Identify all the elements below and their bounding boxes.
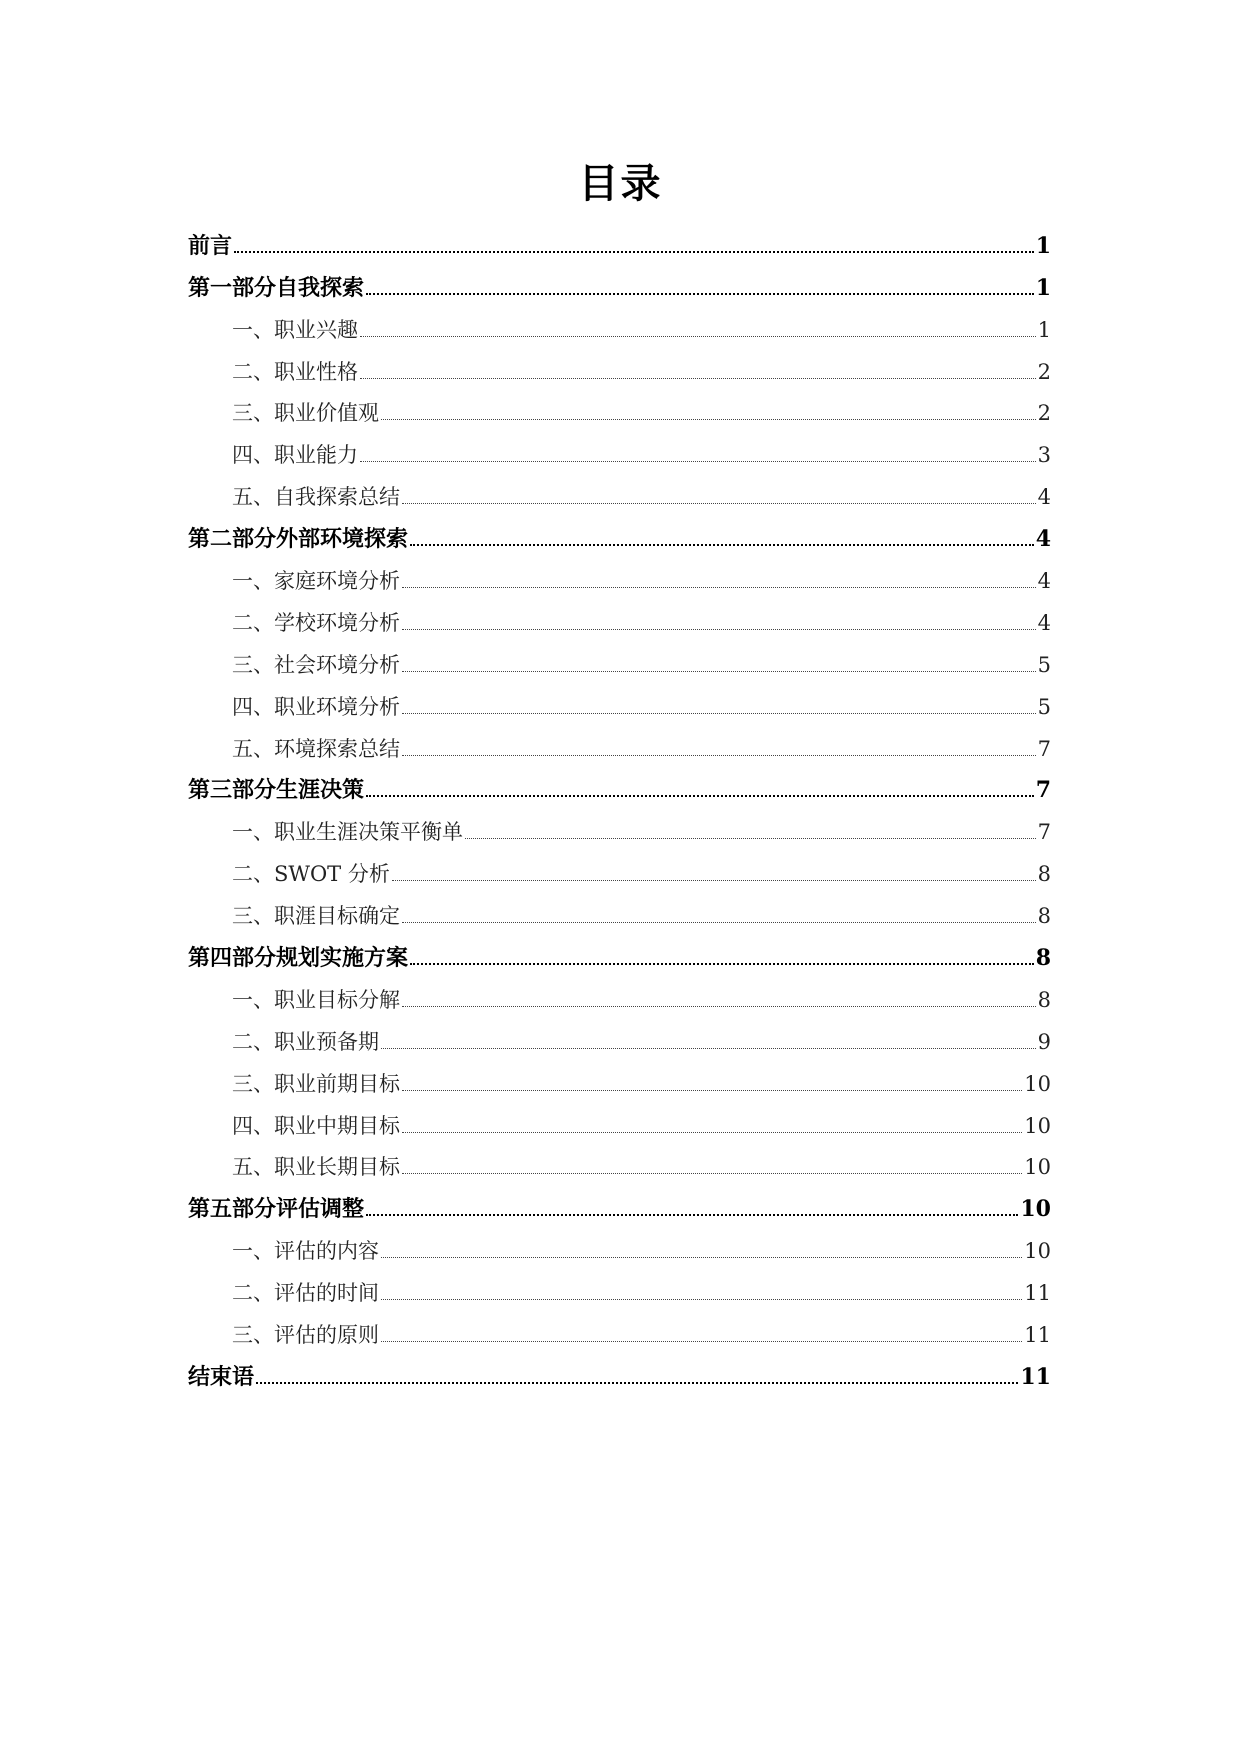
toc-entry-label: 一、职业兴趣 xyxy=(232,317,358,342)
toc-subsection-entry[interactable] xyxy=(188,1102,1051,1144)
toc-section-entry[interactable] xyxy=(188,1185,1051,1227)
toc-dot-leader xyxy=(402,587,1036,588)
toc-page-number: 2 xyxy=(1037,359,1051,384)
toc-entry-label: 四、职业环境分析 xyxy=(232,694,400,719)
toc-subsection-entry[interactable] xyxy=(188,641,1051,683)
toc-dot-leader xyxy=(381,1257,1022,1258)
toc-entry-label: 一、职业生涯决策平衡单 xyxy=(232,820,463,845)
toc-subsection-entry[interactable] xyxy=(188,683,1051,725)
toc-entry-label: 二、评估的时间 xyxy=(232,1281,379,1306)
toc-entry-label: 一、家庭环境分析 xyxy=(232,569,400,594)
toc-page-number: 1 xyxy=(1035,274,1051,301)
toc-subsection-entry[interactable] xyxy=(188,348,1051,390)
toc-dot-leader xyxy=(402,922,1036,923)
toc-entry-label: 五、职业长期目标 xyxy=(232,1155,400,1180)
toc-subsection-entry[interactable] xyxy=(188,390,1051,432)
toc-dot-leader xyxy=(381,419,1036,420)
toc-page-number: 10 xyxy=(1020,1196,1051,1223)
toc-dot-leader xyxy=(410,963,1034,965)
toc-entry-label: 三、职涯目标确定 xyxy=(232,904,400,929)
table-of-contents xyxy=(188,222,1051,1395)
toc-subsection-entry[interactable] xyxy=(188,1269,1051,1311)
toc-dot-leader xyxy=(402,713,1036,714)
toc-dot-leader xyxy=(381,1341,1022,1342)
toc-dot-leader xyxy=(402,1006,1036,1007)
toc-page-number: 4 xyxy=(1037,485,1051,510)
toc-page-number: 5 xyxy=(1037,694,1051,719)
toc-dot-leader xyxy=(234,251,1034,253)
toc-subsection-entry[interactable] xyxy=(188,1311,1051,1353)
toc-page-number: 11 xyxy=(1024,1323,1051,1348)
toc-section-entry[interactable] xyxy=(188,767,1051,809)
toc-section-entry[interactable] xyxy=(188,515,1051,557)
toc-dot-leader xyxy=(256,1382,1018,1384)
toc-page-number: 8 xyxy=(1037,862,1051,887)
toc-entry-label: 三、职业价值观 xyxy=(232,401,379,426)
toc-page-number: 11 xyxy=(1020,1363,1051,1390)
toc-dot-leader xyxy=(402,671,1036,672)
toc-dot-leader xyxy=(381,1048,1036,1049)
toc-page-number: 10 xyxy=(1024,1155,1051,1180)
toc-entry-label: 二、SWOT 分析 xyxy=(232,862,390,887)
toc-subsection-entry[interactable] xyxy=(188,599,1051,641)
toc-entry-label: 第四部分规划实施方案 xyxy=(188,945,409,972)
toc-subsection-entry[interactable] xyxy=(188,976,1051,1018)
toc-dot-leader xyxy=(410,544,1034,546)
toc-subsection-entry[interactable] xyxy=(188,1018,1051,1060)
toc-page-number: 4 xyxy=(1035,526,1051,553)
toc-subsection-entry[interactable] xyxy=(188,892,1051,934)
toc-entry-label: 二、职业预备期 xyxy=(232,1029,379,1054)
toc-entry-label: 四、职业中期目标 xyxy=(232,1113,400,1138)
toc-dot-leader xyxy=(392,880,1036,881)
toc-entry-label: 三、社会环境分析 xyxy=(232,652,400,677)
toc-entry-label: 三、职业前期目标 xyxy=(232,1071,400,1096)
toc-page-number: 7 xyxy=(1035,777,1051,804)
toc-entry-label: 第五部分评估调整 xyxy=(188,1196,365,1223)
toc-subsection-entry[interactable] xyxy=(188,473,1051,515)
toc-page-number: 10 xyxy=(1024,1113,1051,1138)
toc-section-entry[interactable] xyxy=(188,264,1051,306)
toc-dot-leader xyxy=(402,1132,1022,1133)
toc-entry-label: 五、自我探索总结 xyxy=(232,485,400,510)
toc-page-number: 2 xyxy=(1037,401,1051,426)
toc-entry-label: 二、职业性格 xyxy=(232,359,358,384)
toc-page-number: 5 xyxy=(1037,652,1051,677)
toc-entry-label: 五、环境探索总结 xyxy=(232,736,400,761)
toc-subsection-entry[interactable] xyxy=(188,431,1051,473)
toc-page-number: 1 xyxy=(1037,317,1051,342)
toc-page-number: 10 xyxy=(1024,1071,1051,1096)
toc-entry-label: 四、职业能力 xyxy=(232,443,358,468)
toc-page-number: 10 xyxy=(1024,1239,1051,1264)
toc-section-entry[interactable] xyxy=(188,934,1051,976)
toc-page-number: 8 xyxy=(1035,945,1051,972)
toc-entry-label: 第二部分外部环境探索 xyxy=(188,526,409,553)
toc-dot-leader xyxy=(465,838,1036,839)
toc-subsection-entry[interactable] xyxy=(188,850,1051,892)
toc-dot-leader xyxy=(402,755,1036,756)
toc-page-number: 7 xyxy=(1037,820,1051,845)
toc-section-entry[interactable] xyxy=(188,1353,1051,1395)
toc-page-number: 9 xyxy=(1037,1029,1051,1054)
toc-entry-label: 一、评估的内容 xyxy=(232,1239,379,1264)
toc-page-number: 1 xyxy=(1035,232,1051,259)
toc-dot-leader xyxy=(360,336,1036,337)
toc-entry-label: 前言 xyxy=(188,232,233,259)
toc-entry-label: 第三部分生涯决策 xyxy=(188,777,365,804)
toc-dot-leader xyxy=(402,1173,1022,1174)
toc-entry-label: 第一部分自我探索 xyxy=(188,274,365,301)
page-title: 目录 xyxy=(578,160,663,207)
toc-page-number: 8 xyxy=(1037,904,1051,929)
toc-subsection-entry[interactable] xyxy=(188,306,1051,348)
toc-subsection-entry[interactable] xyxy=(188,557,1051,599)
toc-page-number: 3 xyxy=(1037,443,1051,468)
toc-entry-label: 二、学校环境分析 xyxy=(232,610,400,635)
toc-subsection-entry[interactable] xyxy=(188,725,1051,767)
toc-dot-leader xyxy=(402,503,1036,504)
toc-dot-leader xyxy=(360,461,1036,462)
toc-dot-leader xyxy=(402,629,1036,630)
toc-dot-leader xyxy=(402,1090,1022,1091)
toc-page-number: 4 xyxy=(1037,610,1051,635)
toc-subsection-entry[interactable] xyxy=(188,1227,1051,1269)
toc-page-number: 8 xyxy=(1037,987,1051,1012)
toc-subsection-entry[interactable] xyxy=(188,1060,1051,1102)
toc-dot-leader xyxy=(381,1299,1022,1300)
toc-entry-label: 一、职业目标分解 xyxy=(232,987,400,1012)
toc-subsection-entry[interactable] xyxy=(188,808,1051,850)
toc-page-number: 11 xyxy=(1024,1281,1051,1306)
toc-section-entry[interactable] xyxy=(188,222,1051,264)
toc-entry-label: 结束语 xyxy=(188,1363,255,1390)
toc-page-number: 4 xyxy=(1037,569,1051,594)
toc-dot-leader xyxy=(360,378,1036,379)
toc-dot-leader xyxy=(366,1214,1018,1216)
toc-dot-leader xyxy=(366,293,1034,295)
toc-dot-leader xyxy=(366,795,1034,797)
toc-subsection-entry[interactable] xyxy=(188,1144,1051,1186)
toc-page-number: 7 xyxy=(1037,736,1051,761)
toc-entry-label: 三、评估的原则 xyxy=(232,1323,379,1348)
